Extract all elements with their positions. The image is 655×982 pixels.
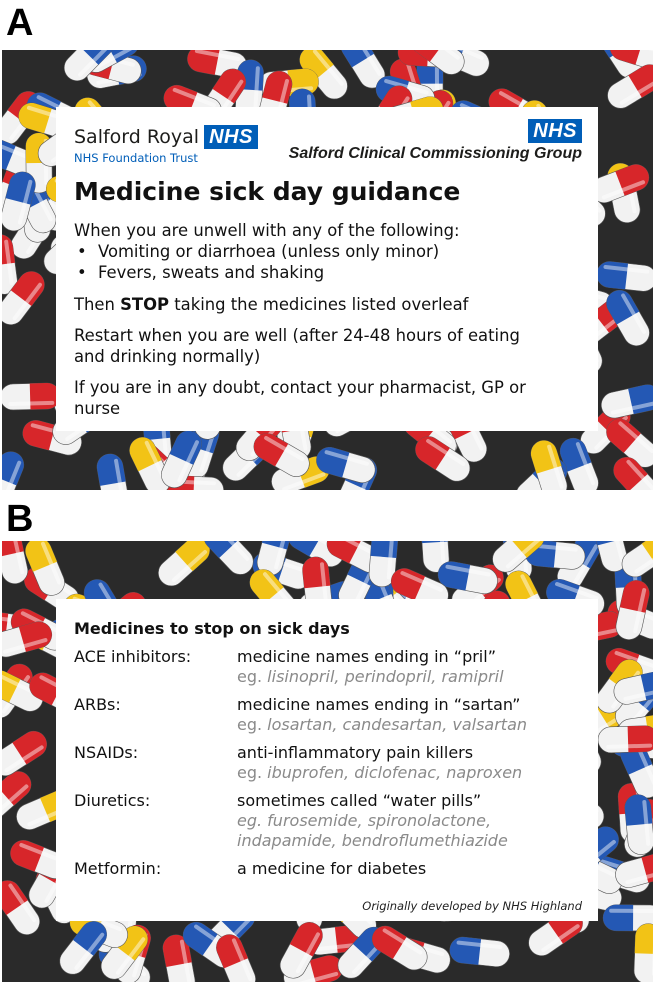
panel-a-letter: A <box>6 2 34 44</box>
ccg-logo <box>289 119 582 163</box>
capsule-pill <box>598 725 653 753</box>
medicine-row <box>74 695 590 735</box>
stop-text: Then STOP taking the medicines listed overleaf <box>74 295 469 314</box>
card-title: Medicine sick day guidance <box>74 177 461 206</box>
medicine-class: Diuretics: <box>74 791 151 810</box>
bullet-icon: • <box>77 263 87 282</box>
panel-b-letter: B <box>6 498 34 540</box>
medicine-description: medicine names ending in “sartan” <box>237 695 521 714</box>
medicines-table <box>74 647 590 887</box>
ccg-name: Salford Clinical Commissioning Group <box>288 145 582 162</box>
medicines-title: Medicines to stop on sick days <box>74 619 350 638</box>
nhs-badge-right: NHS <box>528 119 582 143</box>
salford-royal-logo <box>74 125 258 165</box>
medicine-class: ACE inhibitors: <box>74 647 192 666</box>
salford-royal-name: Salford Royal <box>74 126 200 148</box>
medicine-examples: eg. furosemide, spironolactone, indapamide, bendroflumethiazide <box>237 811 508 850</box>
medicine-row <box>74 791 590 851</box>
capsule-pill <box>2 383 60 411</box>
sick-day-card <box>56 107 598 431</box>
medicine-description: anti-inflammatory pain killers <box>237 743 474 762</box>
intro-text: When you are unwell with any of the following: <box>74 221 460 240</box>
medicine-class: ARBs: <box>74 695 121 714</box>
symptom-item: • Vomiting or diarrhoea (unless only minor) <box>77 242 440 261</box>
medicine-row <box>74 647 590 687</box>
bullet-icon: • <box>77 242 87 261</box>
medicine-row <box>74 743 590 783</box>
doubt-text: If you are in any doubt, contact your pharmacist, GP or nurse <box>74 378 526 418</box>
medicine-class: NSAIDs: <box>74 743 139 762</box>
restart-text: Restart when you are well (after 24-48 hours of eating and drinking normally) <box>74 326 520 366</box>
symptom-item: • Fevers, sweats and shaking <box>77 263 325 282</box>
symptoms-block <box>74 220 584 283</box>
medicine-row <box>74 859 590 879</box>
medicine-class: Metformin: <box>74 859 162 878</box>
symptom-list <box>74 241 584 283</box>
medicine-examples: eg. losartan, candesartan, valsartan <box>237 715 528 734</box>
stop-word: STOP <box>120 295 170 314</box>
medicine-description: a medicine for diabetes <box>237 859 427 878</box>
capsule-pill <box>634 923 653 982</box>
credit-text: Originally developed by NHS Highland <box>362 899 582 913</box>
nhs-badge-left: NHS <box>204 125 258 149</box>
medicine-examples: eg. ibuprofen, diclofenac, naproxen <box>237 763 523 782</box>
medicine-description: sometimes called “water pills” <box>237 791 482 810</box>
medicine-examples: eg. lisinopril, perindopril, ramipril <box>237 667 504 686</box>
medicines-card <box>56 599 598 921</box>
medicine-description: medicine names ending in “pril” <box>237 647 496 666</box>
foundation-trust-label: NHS Foundation Trust <box>74 151 198 165</box>
